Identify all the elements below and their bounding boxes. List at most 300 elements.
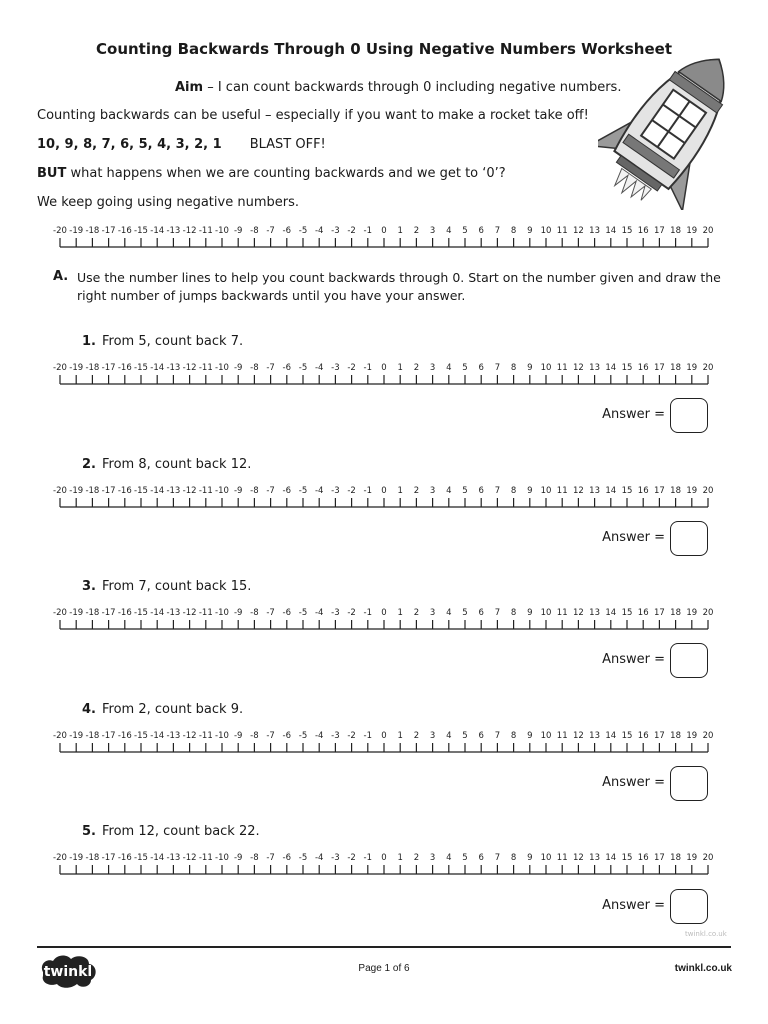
number-line-q2 <box>50 484 718 512</box>
tick-label: 19 <box>686 608 698 618</box>
tick-label: -11 <box>198 608 213 618</box>
tick-label: 13 <box>589 486 601 496</box>
tick-label: -18 <box>85 486 100 496</box>
tick-label: 19 <box>686 486 698 496</box>
tick-label: 18 <box>670 608 682 618</box>
tick-label: 6 <box>478 486 484 496</box>
answer-label-q1: Answer = <box>602 407 665 422</box>
tick-label: -13 <box>166 226 181 236</box>
tick-label: 5 <box>462 608 468 618</box>
question-1 <box>82 334 243 349</box>
tick-label: 8 <box>510 363 517 373</box>
question-1-text: From 5, count back 7. <box>101 334 244 349</box>
tick-label: -16 <box>117 363 132 373</box>
tick-label: -17 <box>101 226 116 236</box>
tick-label: 10 <box>540 853 552 863</box>
tick-label: -4 <box>314 731 324 741</box>
tick-label: 15 <box>621 853 633 863</box>
tick-label: -19 <box>69 731 84 741</box>
tick-label: 11 <box>556 853 568 863</box>
tick-label: -17 <box>101 608 116 618</box>
tick-label: 13 <box>589 363 601 373</box>
tick-label: 20 <box>702 363 714 373</box>
tick-label: 5 <box>462 363 468 373</box>
tick-label: -1 <box>363 486 373 496</box>
tick-label: -18 <box>85 363 100 373</box>
tick-label: -11 <box>198 853 213 863</box>
tick-label: -4 <box>314 226 324 236</box>
countdown-numbers: 10, 9, 8, 7, 6, 5, 4, 3, 2, 1 <box>37 137 222 152</box>
tick-label: 3 <box>429 226 436 236</box>
tick-label: 6 <box>478 363 484 373</box>
tick-label: -6 <box>282 363 292 373</box>
number-line-svg <box>50 224 718 252</box>
tick-label: -6 <box>282 226 292 236</box>
countdown-line <box>37 137 326 152</box>
tick-label: -7 <box>266 486 275 496</box>
tick-label: -19 <box>69 363 84 373</box>
tick-label: -14 <box>150 226 165 236</box>
tick-label: -2 <box>347 731 356 741</box>
tick-label: 2 <box>413 486 420 496</box>
tick-label: -12 <box>182 853 197 863</box>
tick-label: 3 <box>429 608 436 618</box>
number-line-svg <box>50 851 718 879</box>
tick-label: -13 <box>166 853 181 863</box>
tick-label: 3 <box>429 731 436 741</box>
tick-label: 13 <box>589 731 601 741</box>
answer-label-q2: Answer = <box>602 530 665 545</box>
tick-label: 14 <box>605 486 617 496</box>
aim-text: – I can count backwards through 0 including negative numbers. <box>203 80 622 95</box>
question-3 <box>82 579 251 594</box>
but-label: BUT <box>37 166 67 181</box>
tick-label: 5 <box>462 486 468 496</box>
tick-label: -12 <box>182 486 197 496</box>
tick-label: 1 <box>397 363 403 373</box>
tick-label: 5 <box>462 226 468 236</box>
tick-label: -14 <box>150 486 165 496</box>
tick-label: -8 <box>250 363 259 373</box>
tick-label: 0 <box>381 363 387 373</box>
question-1-number: 1. <box>82 334 96 349</box>
tick-label: -14 <box>150 363 165 373</box>
answer-box-q3[interactable] <box>670 643 708 678</box>
tick-label: 1 <box>397 608 403 618</box>
tick-label: 3 <box>429 853 436 863</box>
tick-label: -10 <box>215 608 229 618</box>
tick-label: -2 <box>347 226 356 236</box>
tick-label: 18 <box>670 853 682 863</box>
tick-label: -6 <box>282 731 292 741</box>
tick-label: -7 <box>266 608 275 618</box>
tick-label: -17 <box>101 363 116 373</box>
tick-label: -15 <box>134 731 148 741</box>
answer-label-q5: Answer = <box>602 898 665 913</box>
tick-label: 14 <box>605 226 617 236</box>
tick-label: -17 <box>101 853 116 863</box>
tick-label: 9 <box>527 853 533 863</box>
question-5 <box>82 824 260 839</box>
tick-label: 7 <box>494 363 501 373</box>
tick-label: 9 <box>527 363 533 373</box>
tick-label: -18 <box>85 226 100 236</box>
tick-label: 7 <box>494 226 501 236</box>
tick-label: -5 <box>298 226 308 236</box>
tick-label: -7 <box>266 853 275 863</box>
tick-label: 11 <box>556 731 568 741</box>
tick-label: 14 <box>605 363 617 373</box>
tick-label: 13 <box>589 853 601 863</box>
tick-label: -15 <box>134 486 148 496</box>
tick-label: 0 <box>381 731 387 741</box>
answer-box-q2[interactable] <box>670 521 708 556</box>
question-5-number: 5. <box>82 824 96 839</box>
tick-label: -13 <box>166 608 181 618</box>
twinkl-logo-text: twinkl <box>43 964 93 980</box>
site-url[interactable]: twinkl.co.uk <box>674 963 732 974</box>
question-4-text: From 2, count back 9. <box>101 702 244 717</box>
tick-label: -9 <box>233 608 243 618</box>
tick-label: 17 <box>653 363 665 373</box>
tick-label: 15 <box>621 486 633 496</box>
tick-label: 8 <box>510 226 517 236</box>
tick-label: 2 <box>413 853 420 863</box>
tick-label: 17 <box>653 486 665 496</box>
tick-label: -18 <box>85 731 100 741</box>
intro-line-3 <box>37 166 506 181</box>
number-line-q5 <box>50 851 718 879</box>
tick-label: 19 <box>686 226 698 236</box>
tick-label: 16 <box>637 608 649 618</box>
tick-label: 14 <box>605 731 617 741</box>
tick-label: -15 <box>134 226 148 236</box>
tick-label: -10 <box>215 363 229 373</box>
tick-label: 12 <box>572 853 584 863</box>
tick-label: -5 <box>298 486 308 496</box>
tick-label: 6 <box>478 853 484 863</box>
tick-label: -16 <box>117 226 132 236</box>
tick-label: 11 <box>556 363 568 373</box>
question-2 <box>82 457 251 472</box>
question-3-text: From 7, count back 15. <box>101 579 252 594</box>
answer-label-q3: Answer = <box>602 652 665 667</box>
tick-label: -11 <box>198 363 213 373</box>
question-3-number: 3. <box>82 579 96 594</box>
tick-label: -14 <box>150 608 165 618</box>
tick-label: 8 <box>510 731 517 741</box>
tick-label: 17 <box>653 608 665 618</box>
tick-label: 10 <box>540 363 552 373</box>
tick-label: -7 <box>266 226 275 236</box>
number-line-svg <box>50 361 718 389</box>
tick-label: 2 <box>413 363 420 373</box>
tick-label: 2 <box>413 731 420 741</box>
answer-box-q5[interactable] <box>670 889 708 924</box>
question-4-number: 4. <box>82 702 96 717</box>
tick-label: 6 <box>478 226 484 236</box>
tick-label: 10 <box>540 226 552 236</box>
tick-label: -8 <box>250 731 259 741</box>
tick-label: -15 <box>134 608 148 618</box>
tick-label: 12 <box>572 226 584 236</box>
tick-label: 18 <box>670 731 682 741</box>
number-line-svg <box>50 484 718 512</box>
tick-label: -19 <box>69 608 84 618</box>
tick-label: -9 <box>233 486 243 496</box>
tick-label: -10 <box>215 731 229 741</box>
tick-label: 3 <box>429 486 436 496</box>
tick-label: 9 <box>527 731 533 741</box>
tick-label: 20 <box>702 731 714 741</box>
tick-label: -2 <box>347 853 356 863</box>
tick-label: -6 <box>282 608 292 618</box>
intro-line-1: Counting backwards can be useful – especially if you want to make a rocket take off! <box>37 108 589 123</box>
tick-label: 13 <box>589 608 601 618</box>
tick-label: 0 <box>381 486 387 496</box>
tick-label: -9 <box>233 853 243 863</box>
tick-label: 4 <box>446 486 452 496</box>
tick-label: -11 <box>198 226 213 236</box>
tick-label: 10 <box>540 731 552 741</box>
tick-label: 18 <box>670 363 682 373</box>
tick-label: -7 <box>266 731 275 741</box>
tick-label: 7 <box>494 731 501 741</box>
tick-label: 19 <box>686 363 698 373</box>
tick-label: 8 <box>510 608 517 618</box>
tick-label: 3 <box>429 363 436 373</box>
answer-box-q1[interactable] <box>670 398 708 433</box>
tick-label: 2 <box>413 608 420 618</box>
tick-label: 17 <box>653 731 665 741</box>
tick-label: 14 <box>605 853 617 863</box>
answer-box-q4[interactable] <box>670 766 708 801</box>
tick-label: -19 <box>69 226 84 236</box>
aim-label: Aim <box>175 80 204 95</box>
tick-label: 11 <box>556 226 568 236</box>
tick-label: -6 <box>282 853 292 863</box>
rocket-illustration <box>598 40 748 210</box>
tick-label: -18 <box>85 608 100 618</box>
tick-label: 10 <box>540 486 552 496</box>
number-line-q4 <box>50 729 718 757</box>
tick-label: 15 <box>621 608 633 618</box>
tick-label: 0 <box>381 608 387 618</box>
tick-label: -3 <box>331 731 340 741</box>
tick-label: -20 <box>53 486 67 496</box>
tick-label: 14 <box>605 608 617 618</box>
tick-label: -19 <box>69 486 84 496</box>
tick-label: -16 <box>117 608 132 618</box>
tick-label: -6 <box>282 486 292 496</box>
tick-label: 4 <box>446 608 452 618</box>
tick-label: -10 <box>215 853 229 863</box>
tick-label: -4 <box>314 853 324 863</box>
tick-label: 20 <box>702 486 714 496</box>
tick-label: -5 <box>298 853 308 863</box>
tick-label: 16 <box>637 731 649 741</box>
tick-label: 12 <box>572 486 584 496</box>
small-url: twinkl.co.uk <box>685 930 727 938</box>
tick-label: 16 <box>637 486 649 496</box>
intro-line-3-text: what happens when we are counting backwards and we get to ‘0’? <box>66 166 506 181</box>
tick-label: 1 <box>397 226 403 236</box>
tick-label: -8 <box>250 608 259 618</box>
tick-label: -16 <box>117 486 132 496</box>
tick-label: 1 <box>397 731 403 741</box>
tick-label: -12 <box>182 226 197 236</box>
section-instruction: Use the number lines to help you count backwards through 0. Start on the number given and draw the right number of jumps backwards until you have your answer. <box>77 270 721 303</box>
tick-label: 18 <box>670 486 682 496</box>
tick-label: -18 <box>85 853 100 863</box>
tick-label: -1 <box>363 608 373 618</box>
number-line-svg <box>50 729 718 757</box>
tick-label: 19 <box>686 731 698 741</box>
tick-label: 5 <box>462 731 468 741</box>
tick-label: -11 <box>198 486 213 496</box>
tick-label: 11 <box>556 608 568 618</box>
footer-divider <box>37 946 731 948</box>
tick-label: -20 <box>53 731 67 741</box>
tick-label: -17 <box>101 486 116 496</box>
tick-label: -1 <box>363 853 373 863</box>
tick-label: 15 <box>621 363 633 373</box>
tick-label: -9 <box>233 363 243 373</box>
tick-label: 6 <box>478 731 484 741</box>
tick-label: 4 <box>446 363 452 373</box>
tick-label: -4 <box>314 363 324 373</box>
tick-label: 9 <box>527 226 533 236</box>
tick-label: -8 <box>250 226 259 236</box>
answer-label-q4: Answer = <box>602 775 665 790</box>
tick-label: -16 <box>117 731 132 741</box>
tick-label: -3 <box>331 226 340 236</box>
worksheet-title: Counting Backwards Through 0 Using Negative Numbers Worksheet <box>96 40 672 58</box>
tick-label: 0 <box>381 226 387 236</box>
tick-label: -5 <box>298 608 308 618</box>
tick-label: 9 <box>527 608 533 618</box>
blast-off-text: BLAST OFF! <box>249 137 326 152</box>
tick-label: 17 <box>653 853 665 863</box>
tick-label: 19 <box>686 853 698 863</box>
tick-label: 12 <box>572 731 584 741</box>
tick-label: -14 <box>150 853 165 863</box>
tick-label: -14 <box>150 731 165 741</box>
tick-label: -5 <box>298 731 308 741</box>
tick-label: -12 <box>182 363 197 373</box>
tick-label: -13 <box>166 731 181 741</box>
tick-label: -4 <box>314 608 324 618</box>
tick-label: -9 <box>233 731 243 741</box>
tick-label: 1 <box>397 853 403 863</box>
tick-label: -15 <box>134 853 148 863</box>
section-letter: A. <box>53 269 69 284</box>
tick-label: 20 <box>702 608 714 618</box>
tick-label: 5 <box>462 853 468 863</box>
tick-label: 16 <box>637 853 649 863</box>
tick-label: 13 <box>589 226 601 236</box>
tick-label: 4 <box>446 731 452 741</box>
question-2-number: 2. <box>82 457 96 472</box>
question-5-text: From 12, count back 22. <box>101 824 260 839</box>
tick-label: 20 <box>702 853 714 863</box>
tick-label: -2 <box>347 363 356 373</box>
tick-label: -1 <box>363 731 373 741</box>
tick-label: 20 <box>702 226 714 236</box>
tick-label: 4 <box>446 226 452 236</box>
tick-label: 2 <box>413 226 420 236</box>
tick-label: 11 <box>556 486 568 496</box>
tick-label: -10 <box>215 486 229 496</box>
tick-label: -4 <box>314 486 324 496</box>
question-4 <box>82 702 243 717</box>
tick-label: -20 <box>53 226 67 236</box>
tick-label: -3 <box>331 608 340 618</box>
tick-label: -7 <box>266 363 275 373</box>
number-line-q3 <box>50 606 718 634</box>
tick-label: -20 <box>53 363 67 373</box>
question-2-text: From 8, count back 12. <box>101 457 252 472</box>
tick-label: -9 <box>233 226 243 236</box>
tick-label: 7 <box>494 853 501 863</box>
tick-label: -13 <box>166 363 181 373</box>
tick-label: 12 <box>572 363 584 373</box>
number-line-q1 <box>50 361 718 389</box>
tick-label: -17 <box>101 731 116 741</box>
tick-label: -20 <box>53 608 67 618</box>
tick-label: 7 <box>494 608 501 618</box>
tick-label: -12 <box>182 608 197 618</box>
tick-label: -3 <box>331 363 340 373</box>
tick-label: -1 <box>363 363 373 373</box>
tick-label: -3 <box>331 853 340 863</box>
tick-label: 15 <box>621 731 633 741</box>
tick-label: -1 <box>363 226 373 236</box>
number-line-svg <box>50 606 718 634</box>
page-number: Page 1 of 6 <box>358 963 410 974</box>
aim-statement <box>175 80 621 95</box>
tick-label: -10 <box>215 226 229 236</box>
tick-label: 15 <box>621 226 633 236</box>
tick-label: 0 <box>381 853 387 863</box>
tick-label: -3 <box>331 486 340 496</box>
tick-label: 6 <box>478 608 484 618</box>
tick-label: 10 <box>540 608 552 618</box>
tick-label: -16 <box>117 853 132 863</box>
tick-label: -19 <box>69 853 84 863</box>
tick-label: 18 <box>670 226 682 236</box>
tick-label: 1 <box>397 486 403 496</box>
tick-label: -2 <box>347 608 356 618</box>
tick-label: -20 <box>53 853 67 863</box>
tick-label: 7 <box>494 486 501 496</box>
tick-label: -12 <box>182 731 197 741</box>
tick-label: -13 <box>166 486 181 496</box>
tick-label: -5 <box>298 363 308 373</box>
tick-label: 17 <box>653 226 665 236</box>
number-line-example <box>50 224 718 252</box>
tick-label: 4 <box>446 853 452 863</box>
tick-label: 12 <box>572 608 584 618</box>
tick-label: -15 <box>134 363 148 373</box>
tick-label: -2 <box>347 486 356 496</box>
tick-label: 16 <box>637 363 649 373</box>
tick-label: -8 <box>250 853 259 863</box>
tick-label: -8 <box>250 486 259 496</box>
tick-label: -11 <box>198 731 213 741</box>
tick-label: 16 <box>637 226 649 236</box>
tick-label: 8 <box>510 486 517 496</box>
